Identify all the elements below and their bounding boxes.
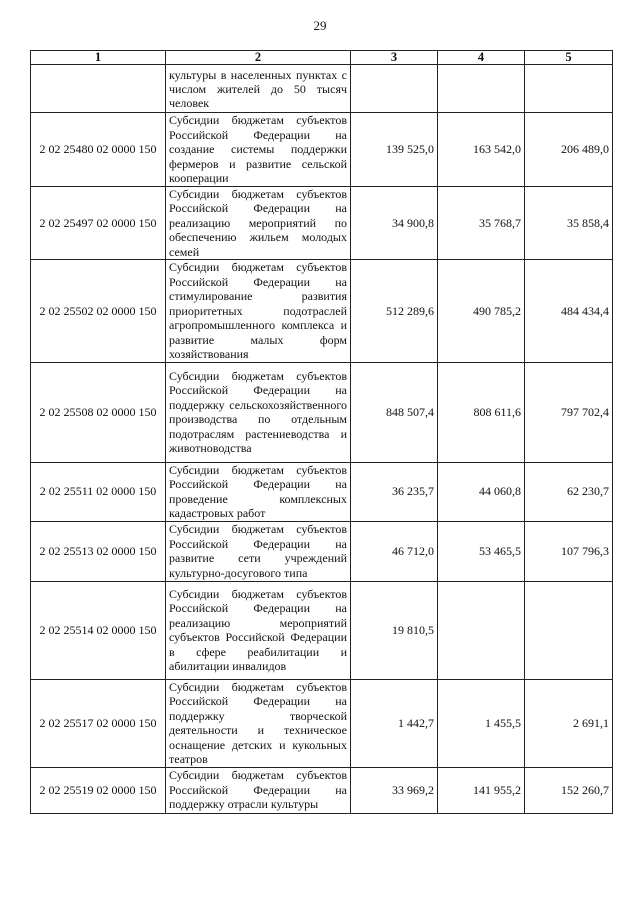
table-row <box>31 113 613 187</box>
description-cell: культуры в населенных пунктах с числом жителей до 50 тысяч человек <box>166 65 351 113</box>
code-cell <box>31 65 166 113</box>
value-cell: 808 611,6 <box>438 362 525 462</box>
column-header: 4 <box>438 51 525 65</box>
code-cell: 2 02 25517 02 0000 150 <box>31 679 166 767</box>
value-cell: 107 796,3 <box>525 521 613 581</box>
column-header: 3 <box>351 51 438 65</box>
value-cell: 36 235,7 <box>351 462 438 521</box>
table-row <box>31 679 613 767</box>
description-cell: Субсидии бюджетам субъектов Российской Федерации на поддержку творческой деятельности и техническое оснащение детских и кукольных театров <box>166 679 351 767</box>
continuation-row <box>31 65 613 113</box>
column-header: 2 <box>166 51 351 65</box>
value-cell: 44 060,8 <box>438 462 525 521</box>
code-cell: 2 02 25502 02 0000 150 <box>31 260 166 363</box>
description-cell: Субсидии бюджетам субъектов Российской Федерации на проведение комплексных кадастровых работ <box>166 462 351 521</box>
header-row <box>31 51 613 65</box>
value-cell: 1 455,5 <box>438 679 525 767</box>
code-cell: 2 02 25497 02 0000 150 <box>31 186 166 260</box>
value-cell: 152 260,7 <box>525 767 613 813</box>
budget-table <box>30 50 613 814</box>
value-cell: 139 525,0 <box>351 113 438 187</box>
description-cell: Субсидии бюджетам субъектов Российской Федерации на поддержку сельскохозяйственного производства по отдельным подотраслям растениеводства и животноводства <box>166 362 351 462</box>
description-cell: Субсидии бюджетам субъектов Российской Федерации на поддержку отрасли культуры <box>166 767 351 813</box>
code-cell: 2 02 25511 02 0000 150 <box>31 462 166 521</box>
value-cell: 33 969,2 <box>351 767 438 813</box>
column-header: 5 <box>525 51 613 65</box>
table-row <box>31 186 613 260</box>
value-cell: 35 858,4 <box>525 186 613 260</box>
code-cell: 2 02 25508 02 0000 150 <box>31 362 166 462</box>
code-cell: 2 02 25480 02 0000 150 <box>31 113 166 187</box>
value-cell: 53 465,5 <box>438 521 525 581</box>
value-cell: 512 289,6 <box>351 260 438 363</box>
column-header: 1 <box>31 51 166 65</box>
value-cell: 34 900,8 <box>351 186 438 260</box>
table-row <box>31 260 613 363</box>
value-cell: 62 230,7 <box>525 462 613 521</box>
table-row <box>31 462 613 521</box>
value-cell: 1 442,7 <box>351 679 438 767</box>
value-cell <box>351 65 438 113</box>
value-cell: 35 768,7 <box>438 186 525 260</box>
value-cell: 163 542,0 <box>438 113 525 187</box>
value-cell: 490 785,2 <box>438 260 525 363</box>
value-cell: 484 434,4 <box>525 260 613 363</box>
description-cell: Субсидии бюджетам субъектов Российской Федерации на создание системы поддержки фермеров и развитие сельской кооперации <box>166 113 351 187</box>
table-row <box>31 521 613 581</box>
code-cell: 2 02 25514 02 0000 150 <box>31 581 166 679</box>
value-cell: 46 712,0 <box>351 521 438 581</box>
value-cell: 2 691,1 <box>525 679 613 767</box>
description-cell: Субсидии бюджетам субъектов Российской Федерации на реализацию мероприятий по обеспечению жильем молодых семей <box>166 186 351 260</box>
value-cell: 797 702,4 <box>525 362 613 462</box>
value-cell: 141 955,2 <box>438 767 525 813</box>
page-number: 29 <box>313 18 327 33</box>
table-row <box>31 581 613 679</box>
code-cell: 2 02 25513 02 0000 150 <box>31 521 166 581</box>
value-cell <box>525 65 613 113</box>
value-cell: 206 489,0 <box>525 113 613 187</box>
table-row <box>31 767 613 813</box>
description-cell: Субсидии бюджетам субъектов Российской Федерации на развитие сети учреждений культурно-досугового типа <box>166 521 351 581</box>
value-cell <box>438 65 525 113</box>
code-cell: 2 02 25519 02 0000 150 <box>31 767 166 813</box>
value-cell: 848 507,4 <box>351 362 438 462</box>
description-cell: Субсидии бюджетам субъектов Российской Федерации на стимулирование развития приоритетных подотраслей агропромышленного комплекса и развитие малых форм хозяйствования <box>166 260 351 363</box>
value-cell <box>438 581 525 679</box>
value-cell <box>525 581 613 679</box>
value-cell: 19 810,5 <box>351 581 438 679</box>
table-row <box>31 362 613 462</box>
description-cell: Субсидии бюджетам субъектов Российской Федерации на реализацию мероприятий субъектов Российской Федерации в сфере реабилитации и абилитации инвалидов <box>166 581 351 679</box>
